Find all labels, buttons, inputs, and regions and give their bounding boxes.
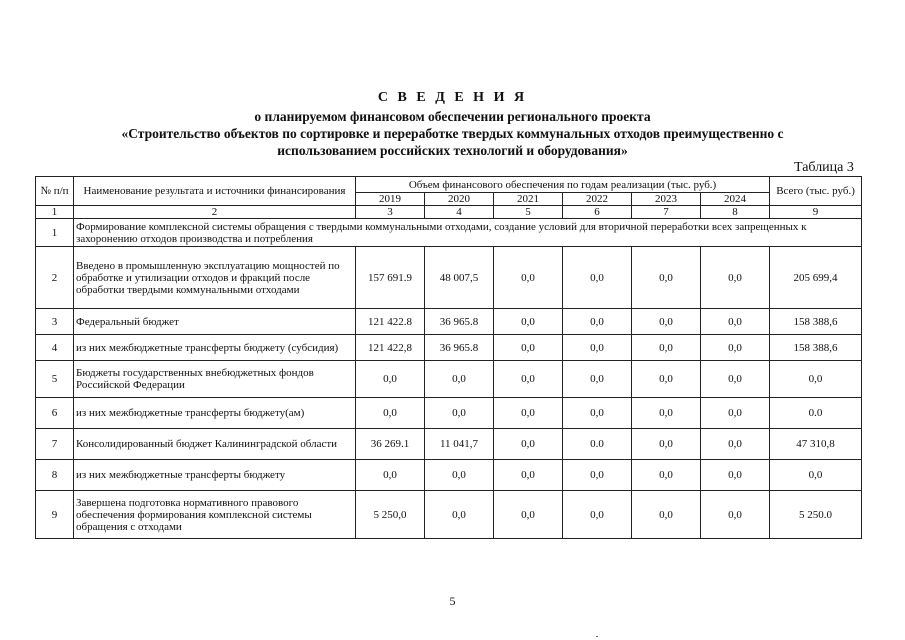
year-value-cell: 0,0 <box>494 398 563 429</box>
year-value-cell: 0,0 <box>701 335 770 361</box>
table-label: Таблица 3 <box>794 160 854 175</box>
table-row <box>36 429 862 460</box>
header-num: № п/п <box>36 177 74 206</box>
year-value-cell: 0,0 <box>563 247 632 309</box>
total-cell: 5 250.0 <box>770 491 862 539</box>
year-value-cell: 0,0 <box>494 429 563 460</box>
column-index: 8 <box>701 206 770 219</box>
row-number: 4 <box>36 335 74 361</box>
table-row <box>36 309 862 335</box>
year-value-cell: 157 691.9 <box>356 247 425 309</box>
table-row <box>36 491 862 539</box>
page-number: 5 <box>449 594 456 608</box>
table-row <box>36 247 862 309</box>
year-value-cell: 0,0 <box>701 429 770 460</box>
row-number: 3 <box>36 309 74 335</box>
financing-table <box>35 176 862 539</box>
total-cell: 0.0 <box>770 398 862 429</box>
year-value-cell: 121 422.8 <box>356 309 425 335</box>
row-name: из них межбюджетные трансферты бюджету(ам) <box>74 398 356 429</box>
column-index: 2 <box>74 206 356 219</box>
year-value-cell: 0,0 <box>563 491 632 539</box>
row-name: Консолидированный бюджет Калининградской области <box>74 429 356 460</box>
year-value-cell: 0,0 <box>494 491 563 539</box>
year-value-cell: 0,0 <box>632 398 701 429</box>
year-value-cell: 0,0 <box>632 361 701 398</box>
year-value-cell: 0,0 <box>425 361 494 398</box>
header-years-group: Объем финансового обеспечения по годам реализации (тыс. руб.) <box>356 177 770 193</box>
row-number: 7 <box>36 429 74 460</box>
project-name-line2: использованием российских технологий и оборудования» <box>277 143 628 158</box>
year-value-cell: 0,0 <box>563 398 632 429</box>
column-index: 3 <box>356 206 425 219</box>
year-value-cell: 0,0 <box>701 247 770 309</box>
total-cell: 0,0 <box>770 460 862 491</box>
table-row <box>36 398 862 429</box>
year-value-cell: 0,0 <box>356 398 425 429</box>
header-name: Наименование результата и источники финансирования <box>74 177 356 206</box>
header-year: 2020 <box>425 193 494 206</box>
project-name-line1: «Строительство объектов по сортировке и переработке твердых коммунальных отходов преимущественно с <box>121 126 784 141</box>
year-value-cell: 0.0 <box>563 429 632 460</box>
header-year: 2019 <box>356 193 425 206</box>
year-value-cell: 0,0 <box>701 361 770 398</box>
year-value-cell: 0,0 <box>701 398 770 429</box>
year-value-cell: 0,0 <box>632 429 701 460</box>
row-number: 2 <box>36 247 74 309</box>
document-title: С В Е Д Е Н И Я <box>377 90 528 105</box>
row-name: Бюджеты государственных внебюджетных фондов Российской Федерации <box>74 361 356 398</box>
row-name: из них межбюджетные трансферты бюджету (субсидия) <box>74 335 356 361</box>
total-cell: 158 388,6 <box>770 309 862 335</box>
row-number: 9 <box>36 491 74 539</box>
header-total: Всего (тыс. руб.) <box>770 177 862 206</box>
row-name: Введено в промышленную эксплуатацию мощностей по обработке и утилизации отходов и фракций после обработки твердыми коммунальными отходами <box>74 247 356 309</box>
year-value-cell: 11 041,7 <box>425 429 494 460</box>
section-row <box>36 219 862 247</box>
column-index: 6 <box>563 206 632 219</box>
year-value-cell: 0,0 <box>632 491 701 539</box>
year-value-cell: 0,0 <box>494 361 563 398</box>
year-value-cell: 5 250,0 <box>356 491 425 539</box>
year-value-cell: 0,0 <box>356 361 425 398</box>
total-cell: 205 699,4 <box>770 247 862 309</box>
header-year: 2021 <box>494 193 563 206</box>
section-title: Формирование комплексной системы обращения с твердыми коммунальными отходами, создание условий для вторичной переработки всех запрещенных к захоронению отходов производства и потребления <box>74 219 862 247</box>
row-name: Завершена подготовка нормативного правового обеспечения формирования комплексной системы обращения с отходами <box>74 491 356 539</box>
column-index: 5 <box>494 206 563 219</box>
row-name: Федеральный бюджет <box>74 309 356 335</box>
column-index: 7 <box>632 206 701 219</box>
year-value-cell: 36 269.1 <box>356 429 425 460</box>
year-value-cell: 0,0 <box>356 460 425 491</box>
year-value-cell: 0,0 <box>701 491 770 539</box>
year-value-cell: 36 965.8 <box>425 309 494 335</box>
column-index: 9 <box>770 206 862 219</box>
column-index: 1 <box>36 206 74 219</box>
header-row <box>36 177 862 193</box>
year-value-cell: 0,0 <box>494 460 563 491</box>
total-cell: 0,0 <box>770 361 862 398</box>
year-value-cell: 0,0 <box>563 361 632 398</box>
table-row <box>36 361 862 398</box>
column-index: 4 <box>425 206 494 219</box>
year-value-cell: 0,0 <box>563 460 632 491</box>
row-number: 6 <box>36 398 74 429</box>
year-value-cell: 0,0 <box>425 398 494 429</box>
row-number: 5 <box>36 361 74 398</box>
header-year: 2023 <box>632 193 701 206</box>
year-value-cell: 0,0 <box>425 491 494 539</box>
scan-speck <box>596 636 598 637</box>
column-index-row <box>36 206 862 219</box>
year-value-cell: 0,0 <box>425 460 494 491</box>
year-value-cell: 48 007,5 <box>425 247 494 309</box>
header-year: 2024 <box>701 193 770 206</box>
year-value-cell: 0,0 <box>494 247 563 309</box>
year-value-cell: 0,0 <box>701 309 770 335</box>
year-value-cell: 0,0 <box>632 335 701 361</box>
row-number: 8 <box>36 460 74 491</box>
year-value-cell: 0,0 <box>494 335 563 361</box>
table-row <box>36 335 862 361</box>
year-value-cell: 0,0 <box>632 247 701 309</box>
year-value-cell: 0,0 <box>563 309 632 335</box>
year-value-cell: 0,0 <box>701 460 770 491</box>
year-value-cell: 121 422,8 <box>356 335 425 361</box>
total-cell: 158 388,6 <box>770 335 862 361</box>
year-value-cell: 0,0 <box>494 309 563 335</box>
year-value-cell: 0,0 <box>632 309 701 335</box>
total-cell: 47 310,8 <box>770 429 862 460</box>
table-row <box>36 460 862 491</box>
header-year: 2022 <box>563 193 632 206</box>
year-value-cell: 0,0 <box>563 335 632 361</box>
row-number: 1 <box>36 219 74 247</box>
year-value-cell: 0,0 <box>632 460 701 491</box>
document-subtitle: о планируемом финансовом обеспечении регионального проекта <box>254 109 651 124</box>
year-value-cell: 36 965.8 <box>425 335 494 361</box>
row-name: из них межбюджетные трансферты бюджету <box>74 460 356 491</box>
